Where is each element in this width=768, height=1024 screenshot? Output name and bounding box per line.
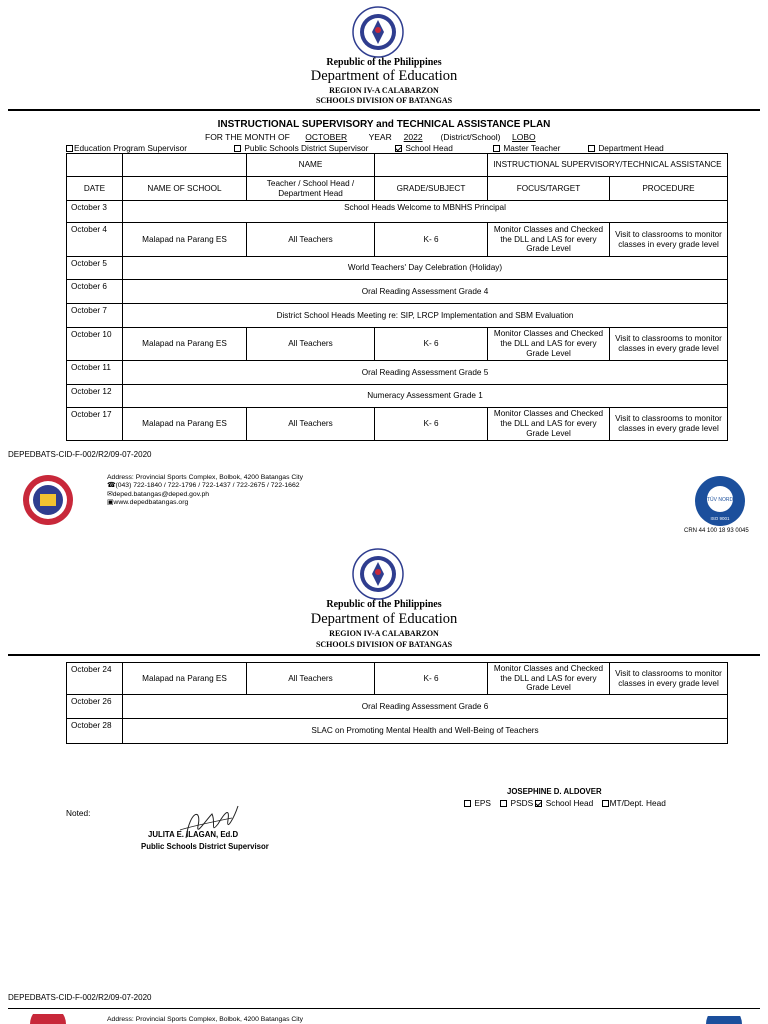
department-heading: Department of Education [310, 611, 458, 627]
form-title: INSTRUCTIONAL SUPERVISORY and TECHNICAL ASSISTANCE PLAN [217, 119, 551, 130]
date-cell: October 4 [67, 223, 123, 257]
tuv-text: TÜV NORD [706, 497, 734, 503]
table-row [67, 280, 728, 304]
noter-title: Public Schools District Supervisor [141, 842, 269, 851]
procedure-cell: Visit to classrooms to monitor classes in every grade level [610, 223, 728, 257]
activity-cell: Oral Reading Assessment Grade 4 [123, 280, 728, 304]
focus-cell: Monitor Classes and Checked the DLL and LAS for every Grade Level [488, 223, 610, 257]
procedure-header: PROCEDURE [610, 177, 728, 201]
school-cell: Malapad na Parang ES [123, 408, 247, 441]
checkbox-icon [234, 145, 241, 152]
grade-cell: K- 6 [375, 408, 488, 441]
noted-label: Noted: [66, 808, 91, 818]
year-value: 2022 [403, 132, 423, 142]
focus-cell: Monitor Classes and Checked the DLL and LAS for every Grade Level [488, 328, 610, 361]
preparer-name: JOSEPHINE D. ALDOVER [507, 787, 602, 796]
role-school-head[interactable]: School Head [395, 143, 453, 153]
plan-table [66, 153, 728, 441]
date-cell: October 6 [67, 280, 123, 304]
deped-batangas-logo [22, 474, 74, 526]
iso-text: ISO 9001 [710, 516, 730, 521]
date-cell: October 12 [67, 385, 123, 408]
date-cell: October 28 [67, 719, 123, 744]
table-row [67, 223, 728, 257]
deped-seal-logo [352, 6, 404, 58]
date-cell: October 24 [67, 663, 123, 695]
division-heading: SCHOOLS DIVISION OF BATANGAS [315, 96, 453, 105]
role-eps[interactable]: Education Program Supervisor [66, 143, 187, 153]
blank-header-cell [375, 154, 488, 177]
school-cell: Malapad na Parang ES [123, 328, 247, 361]
activity-cell: School Heads Welcome to MBNHS Principal [123, 201, 728, 223]
email-icon: ✉ [107, 490, 113, 498]
checkbox-icon [66, 145, 73, 152]
teacher-header: Teacher / School Head / Department Head [247, 177, 375, 201]
checkbox-checked-icon [395, 145, 402, 152]
document-code: DEPEDBATS-CID-F-002/R2/09-07-2020 [8, 993, 152, 1002]
focus-cell: Monitor Classes and Checked the DLL and LAS for every Grade Level [488, 408, 610, 441]
activity-cell: World Teachers' Day Celebration (Holiday) [123, 257, 728, 280]
checkbox-icon [493, 145, 500, 152]
blank-header-cell [123, 154, 247, 177]
school-cell: Malapad na Parang ES [123, 223, 247, 257]
plan-table-continued [66, 662, 728, 744]
header-divider [8, 109, 760, 111]
grade-header: GRADE/SUBJECT [375, 177, 488, 201]
teacher-cell: All Teachers [247, 223, 375, 257]
table-row [67, 361, 728, 385]
header-divider [8, 654, 760, 656]
procedure-cell: Visit to classrooms to monitor classes in every grade level [610, 328, 728, 361]
website-line[interactable]: ▣www.depedbatangas.org [107, 499, 189, 507]
date-header: DATE [67, 177, 123, 201]
focus-header: FOCUS/TARGET [488, 177, 610, 201]
address-text: Address: Provincial Sports Complex, Bolbok, 4200 Batangas City [107, 474, 304, 481]
table-row [67, 719, 728, 744]
checkbox-icon [602, 800, 609, 807]
role-department-head[interactable]: Department Head [588, 143, 664, 153]
table-row [67, 408, 728, 441]
document-code: DEPEDBATS-CID-F-002/R2/09-07-2020 [8, 450, 152, 459]
blank-header-cell [67, 154, 123, 177]
date-cell: October 11 [67, 361, 123, 385]
date-cell: October 10 [67, 328, 123, 361]
footer-divider [8, 1008, 760, 1009]
teacher-cell: All Teachers [247, 663, 375, 695]
role-psds[interactable]: PSDS [500, 798, 533, 808]
grade-cell: K- 6 [375, 223, 488, 257]
table-row [67, 695, 728, 719]
teacher-cell: All Teachers [247, 408, 375, 441]
activity-cell: Oral Reading Assessment Grade 5 [123, 361, 728, 385]
computer-icon: ▣ [107, 499, 114, 507]
tuv-iso-certification-logo [694, 475, 746, 527]
preparer-role-row [464, 798, 666, 808]
deped-batangas-logo [28, 1014, 68, 1024]
activity-cell: Numeracy Assessment Grade 1 [123, 385, 728, 408]
date-cell: October 5 [67, 257, 123, 280]
name-header: NAME [247, 154, 375, 177]
tuv-iso-certification-logo [704, 1016, 744, 1024]
year-label: YEAR [368, 132, 392, 142]
table-header-row [67, 177, 728, 201]
address-text: Address: Provincial Sports Complex, Bolbok, 4200 Batangas City [107, 1016, 304, 1023]
republic-heading: Republic of the Philippines [326, 599, 442, 610]
division-heading: SCHOOLS DIVISION OF BATANGAS [315, 640, 453, 649]
activity-cell: District School Heads Meeting re: SIP, LRCP Implementation and SBM Evaluation [123, 304, 728, 328]
role-mt-dept-head[interactable]: MT/Dept. Head [602, 798, 666, 808]
date-cell: October 3 [67, 201, 123, 223]
ista-header: INSTRUCTIONAL SUPERVISORY/TECHNICAL ASSISTANCE [488, 154, 728, 177]
school-header: NAME OF SCHOOL [123, 177, 247, 201]
contact-block [107, 474, 303, 508]
date-cell: October 17 [67, 408, 123, 441]
focus-cell: Monitor Classes and Checked the DLL and LAS for every Grade Level [488, 663, 610, 695]
role-school-head[interactable]: School Head [535, 798, 593, 808]
procedure-cell: Visit to classrooms to monitor classes in every grade level [610, 408, 728, 441]
region-heading: REGION IV-A CALABARZON [329, 629, 439, 638]
checkbox-checked-icon [535, 800, 542, 807]
school-cell: Malapad na Parang ES [123, 663, 247, 695]
district-value: LOBO [512, 132, 536, 142]
noter-name: JULITA E. ILAGAN, Ed.D [148, 830, 239, 839]
grade-cell: K- 6 [375, 328, 488, 361]
crn-number: CRN 44 100 18 93 0045 [684, 528, 749, 534]
month-value: OCTOBER [305, 132, 348, 142]
republic-heading: Republic of the Philippines [326, 57, 442, 68]
procedure-cell: Visit to classrooms to monitor classes in every grade level [610, 663, 728, 695]
checkbox-icon [588, 145, 595, 152]
checkbox-icon [464, 800, 471, 807]
email-line[interactable]: ✉deped.batangas@deped.gov.ph [107, 490, 210, 498]
table-row [67, 385, 728, 408]
table-row [67, 201, 728, 223]
month-line [205, 132, 539, 142]
phone-icon: ☎ [107, 482, 116, 490]
role-master-teacher[interactable]: Master Teacher [493, 143, 560, 153]
teacher-cell: All Teachers [247, 328, 375, 361]
activity-cell: Oral Reading Assessment Grade 6 [123, 695, 728, 719]
grade-cell: K- 6 [375, 663, 488, 695]
deped-seal-logo [352, 548, 404, 600]
activity-cell: SLAC on Promoting Mental Health and Well-Being of Teachers [123, 719, 728, 744]
month-label: FOR THE MONTH OF [205, 132, 290, 142]
table-row [67, 257, 728, 280]
role-psds[interactable]: Public Schools District Supervisor [234, 143, 368, 153]
table-header-row-top [67, 154, 728, 177]
region-heading: REGION IV-A CALABARZON [329, 86, 439, 95]
table-row [67, 328, 728, 361]
table-row [67, 663, 728, 695]
phone-line: ☎(043) 722-1840 / 722-1796 / 722-1437 / 722-2675 / 722-1662 [107, 482, 300, 490]
table-row [67, 304, 728, 328]
role-eps[interactable]: EPS [464, 798, 491, 808]
date-cell: October 7 [67, 304, 123, 328]
department-heading: Department of Education [310, 68, 458, 84]
district-label: (District/School) [440, 132, 501, 142]
date-cell: October 26 [67, 695, 123, 719]
checkbox-icon [500, 800, 507, 807]
